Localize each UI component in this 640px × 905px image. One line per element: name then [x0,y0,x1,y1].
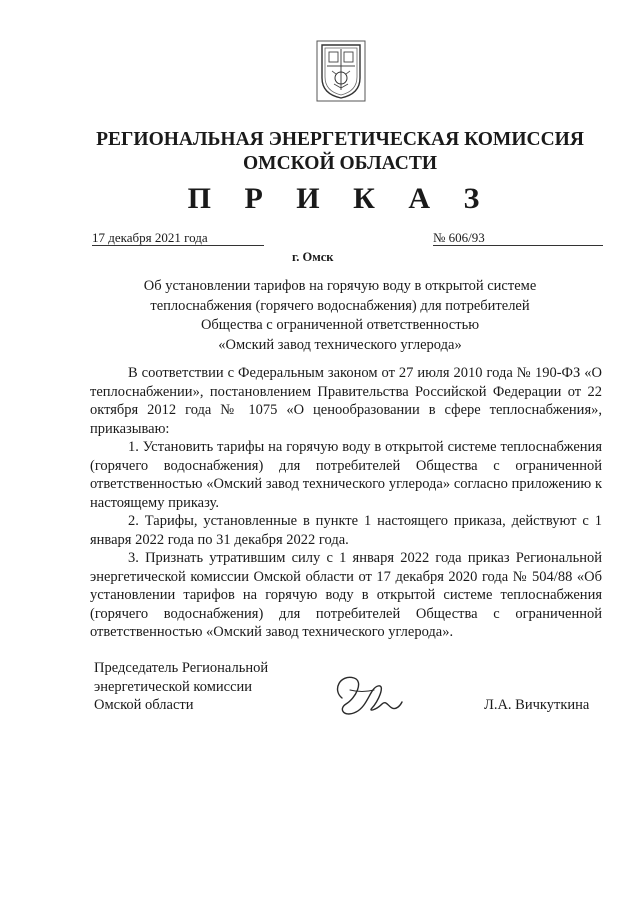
document-subject [60,277,620,355]
subject-line: «Омский завод технического углерода» [218,336,462,353]
signatory-name: Л.А. Вичкуткина [484,697,590,713]
city: г. Омск [292,250,334,264]
position-line: энергетической комиссии [94,678,253,695]
document-date: 17 декабря 2021 года [92,230,208,245]
number-field [433,230,603,246]
position-line: Председатель Региональной [94,660,269,676]
agency-title-line2: ОМСКОЙ ОБЛАСТИ [243,153,437,174]
document-type: П Р И К А З [187,182,493,215]
agency-title-line1: РЕГИОНАЛЬНАЯ ЭНЕРГЕТИЧЕСКАЯ КОМИССИЯ [96,129,584,150]
document-body [90,364,602,642]
subject-line: Об установлении тарифов на горячую воду в открытой системе [143,278,537,294]
order-item-2: 2. Тарифы, установленные в пункте 1 настоящего приказа, действуют с 1 января 2022 года по 31 декабря 2022 года. [90,513,602,548]
position-line: Омской области [94,697,194,713]
preamble-paragraph: В соответствии с Федеральным законом от 27 июля 2010 года № 190-ФЗ «О теплоснабжении», постановлением Правительства Российской Федерации от 22 октября 2012 года № 1075 «О ценообразовании в сфере теплоснабжения», приказываю: [90,365,602,437]
coat-of-arms-icon [316,40,366,102]
subject-line: Общества с ограниченной ответственностью [200,317,480,333]
date-field [92,230,264,246]
signatory-position [94,659,268,715]
order-item-3: 3. Признать утратившим силу с 1 января 2022 года приказ Региональной энергетической комиссии Омской области от 17 декабря 2020 года № 504/88 «Об установлении тарифов на горячую воду в открытой системе теплоснабжения (горячего водоснабжения) для потребителей Общества с ограниченной ответственностью «Омский завод технического углерода». [90,550,602,640]
document-number: № 606/93 [433,230,485,245]
order-item-1: 1. Установить тарифы на горячую воду в открытой системе теплоснабжения (горячего водоснабжения) для потребителей Общества с ограниченной ответственностью «Омский завод технического углерода» согласно приложению к настоящему приказу. [90,439,602,511]
handwritten-signature [330,668,406,722]
subject-line: теплоснабжения (горячего водоснабжения) для потребителей [150,297,530,314]
